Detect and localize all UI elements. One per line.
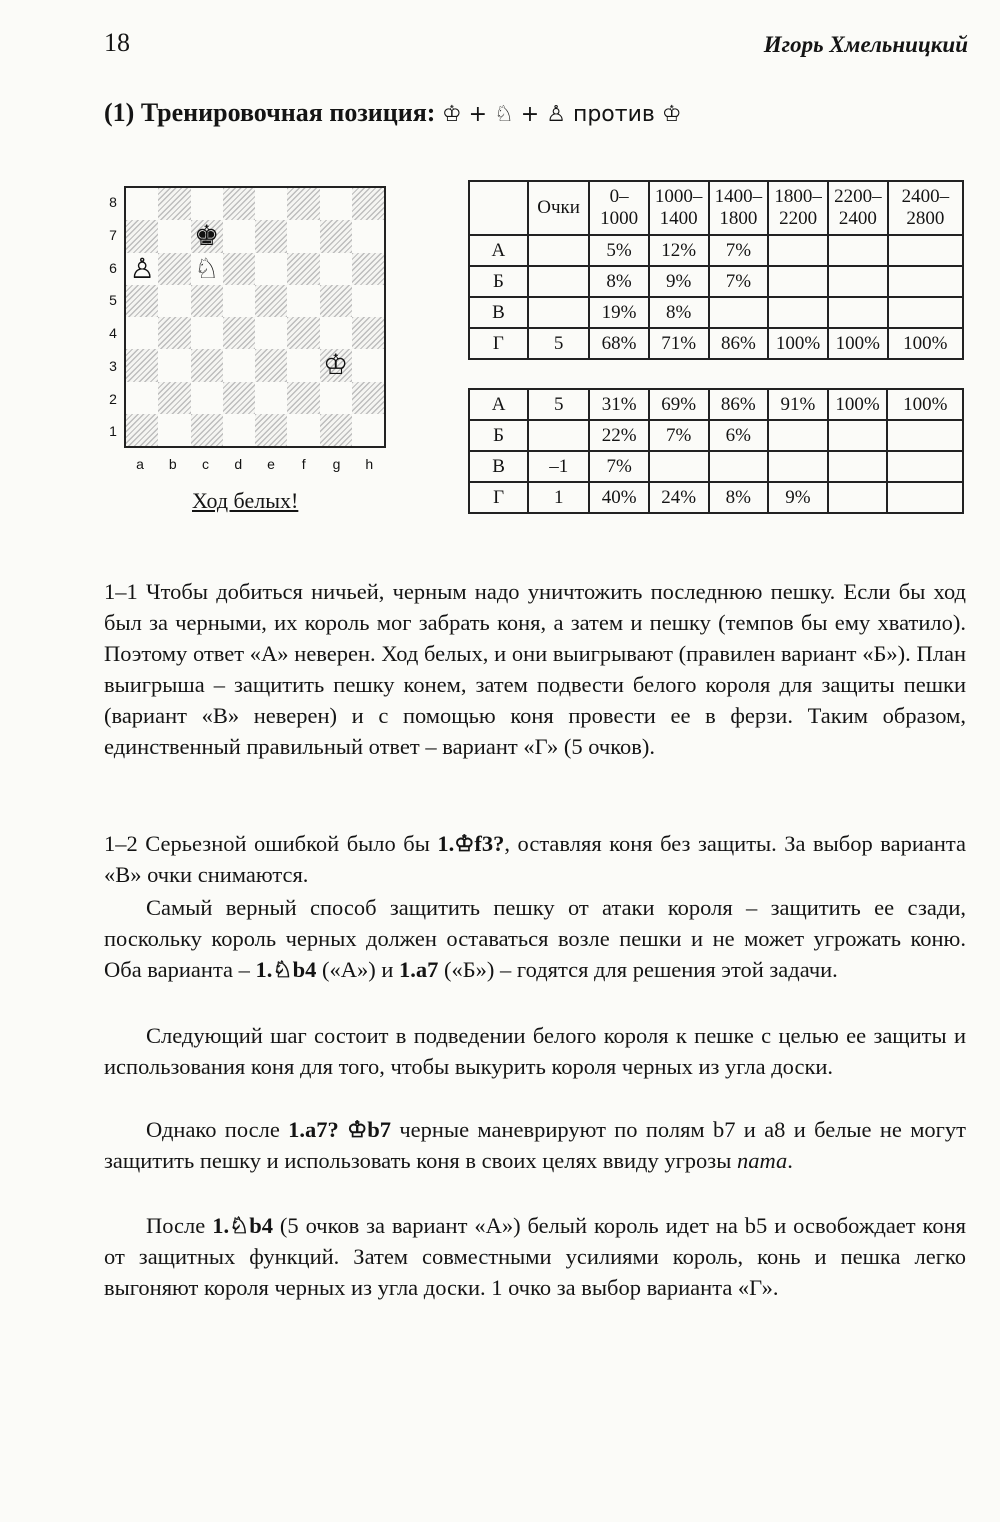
table-cell: 86% [709, 328, 769, 359]
square-b6 [158, 253, 190, 285]
table-cell: 8% [589, 266, 648, 297]
text-span: После [146, 1213, 213, 1238]
square-e7 [255, 220, 287, 252]
table-cell [888, 235, 963, 266]
square-g2 [320, 382, 352, 414]
file-label: a [136, 456, 144, 472]
rank-label: 1 [109, 423, 117, 440]
table-row [469, 235, 963, 266]
table-cell: 91% [768, 389, 828, 420]
text-span: 1–2 Серьезной ошибкой было бы [104, 831, 438, 856]
square-h3 [352, 349, 384, 381]
table-cell: В [469, 297, 528, 328]
table-header-cell: 2400– 2800 [888, 181, 963, 235]
table-cell [768, 266, 828, 297]
answer-paragraph-1-1: 1–1 Чтобы добиться ничьей, черным надо уничтожить последнюю пешку. Если бы ход был за черными, их король мог забрать коня, а затем и пешку (темпов бы ему хватило). Поэтому ответ «А» неверен. Ход белых, и они выигрывают (правилен вариант «Б»). План выигрыша – защитить пешку конем, затем подвести белого короля для защиты пешки (вариант «В» неверен) и с помощью коня провести ее в ферзи. Таким образом, единственный правильный ответ – вариант «Г» (5 очков). [104, 579, 966, 759]
table-cell: 7% [649, 420, 709, 451]
table-cell: 40% [589, 482, 649, 513]
square-d3 [223, 349, 255, 381]
square-e8 [255, 188, 287, 220]
table-row [469, 328, 963, 359]
square-f6 [287, 253, 319, 285]
table-cell [528, 420, 589, 451]
file-label: e [267, 456, 275, 472]
table-cell: 100% [888, 328, 963, 359]
table-cell: Б [469, 420, 528, 451]
score-table-2 [468, 388, 964, 514]
text-span: («А») и [316, 957, 400, 982]
table-cell [768, 451, 828, 482]
square-g6 [320, 253, 352, 285]
table-cell: 8% [649, 297, 709, 328]
table-cell: 24% [649, 482, 709, 513]
table-cell: 100% [768, 328, 828, 359]
table-cell [828, 266, 888, 297]
square-g5 [320, 285, 352, 317]
table-cell [768, 420, 828, 451]
square-d2 [223, 382, 255, 414]
square-a8 [126, 188, 158, 220]
square-d8 [223, 188, 255, 220]
italic-term: пата [736, 1148, 788, 1173]
table-cell: 86% [709, 389, 769, 420]
square-b2 [158, 382, 190, 414]
text-span: Самый верный способ защитить пешку от атаки короля – защитить ее сзади, поскольку король черных должен оставаться возле пешки и не может угрожать коню. Оба варианта – [104, 895, 966, 982]
diagram-caption: Ход белых! [192, 488, 299, 513]
square-g3 [320, 349, 352, 381]
square-b8 [158, 188, 190, 220]
chess-diagram [104, 186, 394, 526]
file-label: d [234, 456, 243, 472]
table-cell: 5% [589, 235, 648, 266]
table-header-cell: 2200– 2400 [828, 181, 888, 235]
white-knight-icon: ♘ [194, 251, 220, 285]
square-g8 [320, 188, 352, 220]
paragraph-next-step [104, 1020, 966, 1082]
square-g4 [320, 317, 352, 349]
square-a3 [126, 349, 158, 381]
square-d7 [223, 220, 255, 252]
position-title-label: (1) Тренировочная позиция: [104, 98, 436, 127]
white-king-icon: ♔ [323, 348, 349, 382]
table-cell [709, 451, 769, 482]
square-f2 [287, 382, 319, 414]
table-row [469, 420, 963, 451]
table-cell: Г [469, 482, 528, 513]
square-f7 [287, 220, 319, 252]
score-table-1 [468, 180, 964, 360]
table-cell [887, 420, 963, 451]
square-h7 [352, 220, 384, 252]
square-e6 [255, 253, 287, 285]
table-cell: 71% [649, 328, 709, 359]
table-cell: В [469, 451, 528, 482]
square-c3 [191, 349, 223, 381]
table-cell: 100% [828, 328, 888, 359]
rank-label: 6 [109, 259, 117, 276]
table-cell [887, 451, 963, 482]
table-cell: 9% [768, 482, 828, 513]
file-label: c [202, 456, 209, 472]
square-a7 [126, 220, 158, 252]
table-cell [887, 482, 963, 513]
table-cell [528, 297, 590, 328]
table-cell: 31% [589, 389, 649, 420]
square-c6 [191, 253, 223, 285]
square-a1 [126, 414, 158, 446]
table-cell: 100% [887, 389, 963, 420]
square-a4 [126, 317, 158, 349]
square-h5 [352, 285, 384, 317]
rank-label: 5 [109, 292, 117, 309]
table-cell [888, 297, 963, 328]
file-label: b [168, 456, 177, 472]
table-cell [768, 297, 828, 328]
table-header-row [469, 181, 963, 235]
table-cell [709, 297, 769, 328]
table-header-cell: 0– 1000 [589, 181, 648, 235]
square-g1 [320, 414, 352, 446]
table-cell: 9% [649, 266, 709, 297]
table-cell: 8% [709, 482, 769, 513]
square-a6 [126, 253, 158, 285]
table-row [469, 389, 963, 420]
rank-label: 2 [109, 390, 117, 407]
table-cell: 69% [649, 389, 709, 420]
chess-move: 1.♔f3? [437, 831, 505, 856]
square-c2 [191, 382, 223, 414]
square-f3 [287, 349, 319, 381]
square-d4 [223, 317, 255, 349]
square-c1 [191, 414, 223, 446]
rank-label: 4 [109, 325, 117, 341]
table-cell [828, 235, 888, 266]
square-f1 [287, 414, 319, 446]
table-cell: А [469, 235, 528, 266]
table-cell: Б [469, 266, 528, 297]
table-cell [649, 451, 709, 482]
table-cell: 68% [589, 328, 648, 359]
table-cell: А [469, 389, 528, 420]
text-span: , оставляя коня без защиты. За выбор варианта «В» очки снимаются. [104, 831, 966, 887]
square-b5 [158, 285, 190, 317]
rank-label: 7 [109, 226, 117, 243]
table-cell: –1 [528, 451, 589, 482]
chess-move: 1.a7 [399, 957, 439, 982]
square-d6 [223, 253, 255, 285]
square-f5 [287, 285, 319, 317]
square-h4 [352, 317, 384, 349]
table-cell: 19% [589, 297, 648, 328]
rank-label: 8 [109, 194, 117, 210]
file-label: h [365, 456, 374, 472]
paragraph-knight-b4 [104, 1210, 966, 1303]
square-f4 [287, 317, 319, 349]
square-h2 [352, 382, 384, 414]
table-cell: Г [469, 328, 528, 359]
table-header-cell: 1400– 1800 [709, 181, 769, 235]
square-a5 [126, 285, 158, 317]
chess-move: 1.a7? ♔b7 [288, 1117, 392, 1142]
square-c7 [191, 220, 223, 252]
square-d5 [223, 285, 255, 317]
square-b3 [158, 349, 190, 381]
table-header-cell: 1800– 2200 [768, 181, 828, 235]
table-cell: 1 [528, 482, 589, 513]
square-h8 [352, 188, 384, 220]
table-row [469, 451, 963, 482]
text-span: . [787, 1148, 793, 1173]
paragraph-protect-pawn [104, 892, 966, 985]
text-span: Однако после [146, 1117, 289, 1142]
table-row [469, 297, 963, 328]
table-cell: 12% [649, 235, 709, 266]
table-cell [888, 266, 963, 297]
chess-board [124, 186, 386, 448]
table-cell [828, 297, 888, 328]
answer-paragraph-1-2 [104, 828, 966, 890]
square-c4 [191, 317, 223, 349]
square-f8 [287, 188, 319, 220]
table-cell: 7% [709, 235, 769, 266]
text-span: Следующий шаг состоит в подведении белого короля к пешке с целью ее защиты и использования коня для того, чтобы выкурить короля черных из угла доски. [104, 1023, 966, 1079]
white-pawn-icon: ♙ [129, 251, 155, 285]
square-e5 [255, 285, 287, 317]
running-header-author: Игорь Хмельницкий [763, 32, 968, 57]
table-cell [828, 420, 888, 451]
square-b1 [158, 414, 190, 446]
square-d1 [223, 414, 255, 446]
file-label: g [332, 456, 341, 472]
file-label: f [301, 456, 306, 472]
square-e1 [255, 414, 287, 446]
square-a2 [126, 382, 158, 414]
table-cell: 5 [528, 389, 589, 420]
table-cell [828, 451, 888, 482]
square-h6 [352, 253, 384, 285]
table-cell: 6% [709, 420, 769, 451]
table-row [469, 482, 963, 513]
square-c5 [191, 285, 223, 317]
table-row [469, 266, 963, 297]
table-cell [528, 235, 590, 266]
table-cell [768, 235, 828, 266]
square-e3 [255, 349, 287, 381]
paragraph-stalemate [104, 1114, 966, 1176]
table-cell [528, 266, 590, 297]
table-header-cell: 1000– 1400 [649, 181, 709, 235]
table-header-cell [469, 181, 528, 235]
square-c8 [191, 188, 223, 220]
table-cell: 7% [589, 451, 649, 482]
square-g7 [320, 220, 352, 252]
black-king-icon: ♚ [194, 219, 220, 253]
table-cell: 7% [709, 266, 769, 297]
chess-move: 1.♘b4 [212, 1213, 273, 1238]
table-cell [828, 482, 888, 513]
square-b4 [158, 317, 190, 349]
text-span: («Б») – годятся для решения этой задачи. [438, 957, 838, 982]
square-h1 [352, 414, 384, 446]
text-span: (5 очков за вариант «А») белый король идет на b5 и освобождает коня от защитных функций. Затем совместными усилиями король, конь и пешка легко выгоняют короля черных из угла доски. 1 очко за выбор варианта «Г». [104, 1213, 966, 1300]
table-cell: 100% [828, 389, 888, 420]
table-cell: 22% [589, 420, 649, 451]
title-formula: ♔ + ♘ + ♙ против ♔ [441, 102, 682, 127]
square-b7 [158, 220, 190, 252]
chess-move: 1.♘b4 [255, 957, 317, 982]
square-e2 [255, 382, 287, 414]
page-number: 18 [104, 28, 130, 57]
rank-label: 3 [109, 357, 117, 374]
table-cell: 5 [528, 328, 590, 359]
square-e4 [255, 317, 287, 349]
table-header-cell: Очки [528, 181, 590, 235]
position-title [104, 98, 682, 128]
text-span: черные маневрируют по полям b7 и a8 и белые не могут защитить пешку и использовать коня в своих целях ввиду угрозы [104, 1117, 966, 1173]
